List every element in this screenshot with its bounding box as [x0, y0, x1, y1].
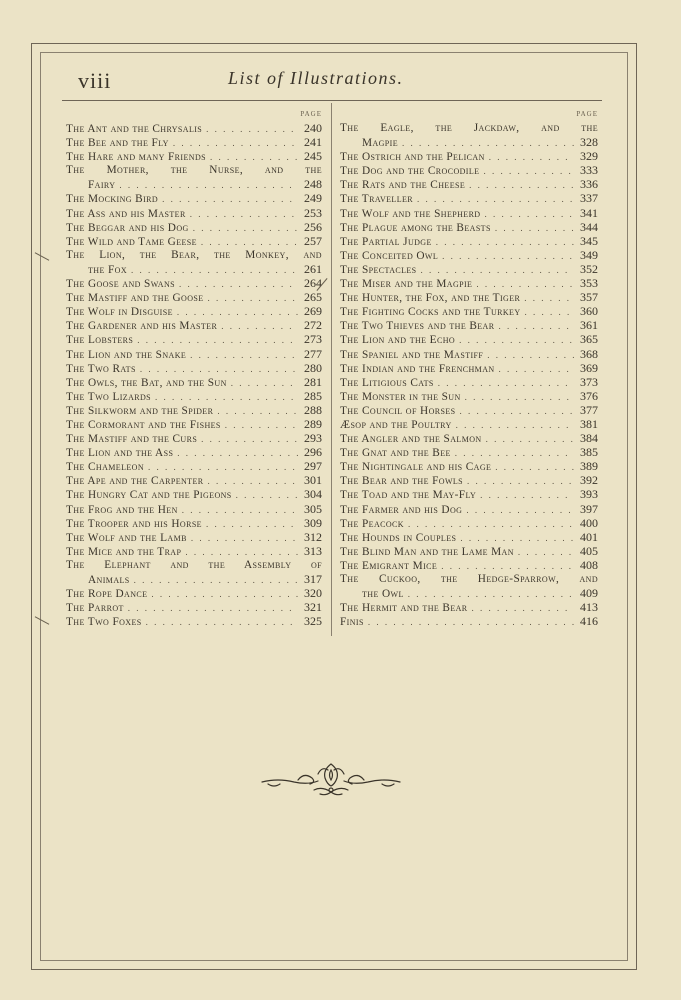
illustration-title: The Dog and the Crocodile — [340, 165, 480, 178]
page-reference: 281 — [304, 374, 322, 389]
dot-leader — [413, 192, 574, 206]
illustration-title: The Cuckoo, the Hedge-Sparrow, and — [340, 573, 598, 585]
dot-leader — [456, 531, 574, 545]
dot-leader — [468, 601, 574, 615]
dot-leader — [197, 235, 298, 249]
list-item — [66, 163, 322, 177]
page-reference: 317 — [304, 572, 322, 586]
list-item — [340, 304, 598, 318]
dot-leader — [451, 446, 574, 460]
illustration-title: The Lion and the Snake — [66, 348, 187, 361]
right-entry-list — [340, 121, 598, 628]
illustration-title: The Wild and Tame Geese — [66, 235, 197, 248]
list-item — [340, 459, 598, 473]
list-item — [66, 262, 322, 276]
illustration-title: Finis — [340, 616, 364, 629]
page-reference: 337 — [580, 191, 598, 206]
list-item — [66, 473, 322, 487]
illustration-title: The Ape and the Carpenter — [66, 475, 204, 488]
list-item — [66, 417, 322, 431]
illustration-title: The Elephant and the Assembly of — [66, 558, 322, 571]
page-reference: 344 — [580, 219, 598, 234]
page-reference: 377 — [580, 402, 598, 417]
dot-leader — [124, 601, 298, 615]
page-reference: 373 — [580, 374, 598, 389]
floral-ornament-icon — [258, 760, 404, 800]
illustration-title: The Mother, the Nurse, and the — [66, 164, 322, 177]
illustration-title: The Lion and the Ass — [66, 447, 174, 460]
list-item — [66, 502, 322, 516]
list-item — [66, 614, 322, 628]
illustration-title: The Partial Judge — [340, 235, 432, 248]
page-reference: 329 — [580, 149, 598, 164]
dot-leader — [142, 615, 298, 629]
illustration-title: The Hermit and the Bear — [340, 602, 468, 615]
page-reference: 369 — [580, 360, 598, 375]
dot-leader — [181, 545, 298, 559]
dot-leader — [187, 531, 298, 545]
list-item — [66, 459, 322, 473]
list-item — [340, 191, 598, 205]
dot-leader — [404, 587, 574, 601]
list-item — [340, 332, 598, 346]
list-item — [340, 473, 598, 487]
list-item — [66, 121, 322, 135]
dot-leader — [398, 136, 574, 150]
illustration-title: The Conceited Owl — [340, 249, 439, 262]
page-reference: 393 — [580, 487, 598, 502]
list-item — [340, 149, 598, 163]
illustration-title: The Lobsters — [66, 334, 134, 347]
page-reference: 397 — [580, 501, 598, 516]
column-divider — [331, 103, 332, 636]
dot-leader — [495, 362, 574, 376]
dot-leader — [213, 404, 298, 418]
page-column-heading: PAGE — [300, 110, 322, 118]
list-item — [340, 445, 598, 459]
page-reference: 360 — [580, 304, 598, 319]
list-item — [66, 304, 322, 318]
list-item — [340, 600, 598, 614]
illustration-title: The Council of Horses — [340, 404, 456, 417]
page-reference: 241 — [304, 135, 322, 150]
page-reference: 313 — [304, 543, 322, 558]
list-item — [340, 558, 598, 572]
illustration-title: The Rope Dance — [66, 588, 148, 601]
running-title: List of Illustrations. — [228, 68, 404, 88]
illustration-title: The Two Rats — [66, 362, 136, 375]
illustration-title: The Goose and Swans — [66, 278, 175, 291]
dot-leader — [465, 178, 574, 192]
list-item — [340, 530, 598, 544]
dot-leader — [186, 207, 298, 221]
illustration-title: The Monster in the Sun — [340, 390, 461, 403]
illustration-title: Magpie — [362, 137, 398, 150]
illustration-title: The Blind Man and the Lame Man — [340, 545, 514, 558]
illustration-title: The Mastiff and the Curs — [66, 433, 198, 446]
page-number: viii — [78, 68, 112, 93]
list-item — [66, 234, 322, 248]
page-reference: 392 — [580, 473, 598, 488]
dot-leader — [227, 376, 298, 390]
illustration-title: The Lion, the Bear, the Monkey, and — [66, 248, 322, 261]
list-item — [66, 206, 322, 220]
list-item — [66, 544, 322, 558]
illustration-title: Animals — [88, 574, 130, 586]
page-reference: 401 — [580, 529, 598, 544]
list-item — [340, 417, 598, 431]
page-reference: 352 — [580, 261, 598, 276]
illustration-title: The Two Thieves and the Bear — [340, 320, 495, 333]
list-item — [66, 220, 322, 234]
list-item — [340, 234, 598, 248]
dot-leader — [147, 587, 298, 601]
page-reference: 328 — [580, 135, 598, 150]
page-column-heading: PAGE — [576, 110, 598, 118]
illustration-title: Fairy — [88, 179, 116, 192]
dot-leader — [127, 263, 298, 277]
illustration-title: The Chameleon — [66, 461, 145, 474]
page-reference: 385 — [580, 445, 598, 460]
illustration-title: the Fox — [88, 263, 128, 276]
list-item — [66, 586, 322, 600]
illustration-title: The Wolf in Disguise — [66, 306, 173, 319]
illustration-title: The Eagle, the Jackdaw, and the — [340, 122, 598, 134]
dot-leader — [364, 615, 574, 629]
page-reference: 365 — [580, 332, 598, 347]
dot-leader — [189, 221, 298, 235]
dot-leader — [206, 150, 298, 164]
dot-leader — [144, 460, 298, 474]
list-item — [66, 332, 322, 346]
illustration-title: The Wolf and the Lamb — [66, 531, 187, 544]
dot-leader — [452, 418, 574, 432]
illustration-title: the Owl — [362, 588, 404, 601]
page-reference: 309 — [304, 515, 322, 530]
dot-leader — [479, 164, 574, 178]
dot-leader — [455, 333, 574, 347]
list-item — [340, 347, 598, 361]
page-reference: 253 — [304, 205, 322, 220]
illustration-title: The Rats and the Cheese — [340, 179, 466, 192]
illustration-title: The Indian and the Frenchman — [340, 362, 495, 375]
illustration-title: The Spaniel and the Mastiff — [340, 348, 484, 361]
page-reference: 256 — [304, 219, 322, 234]
page-reference: 264 — [304, 276, 322, 291]
dot-leader — [491, 221, 574, 235]
illustration-title: The Miser and the Magpie — [340, 278, 473, 291]
illustration-title: The Ant and the Chrysalis — [66, 123, 203, 135]
page-reference: 405 — [580, 543, 598, 558]
page-reference: 277 — [304, 346, 322, 361]
illustration-title: The Mastiff and the Goose — [66, 292, 204, 305]
page-reference: 293 — [304, 431, 322, 446]
illustration-title: The Gnat and the Bee — [340, 447, 451, 460]
dot-leader — [483, 348, 574, 362]
dot-leader — [202, 122, 298, 136]
page-reference: 368 — [580, 346, 598, 361]
list-item — [340, 375, 598, 389]
page-reference: 248 — [304, 177, 322, 192]
list-item — [66, 248, 322, 262]
list-item — [66, 135, 322, 149]
page-reference: 384 — [580, 431, 598, 446]
page-reference: 272 — [304, 318, 322, 333]
list-item — [340, 544, 598, 558]
list-item — [340, 121, 598, 135]
list-item — [66, 431, 322, 445]
illustration-title: The Cormorant and the Fishes — [66, 418, 221, 431]
dot-leader — [461, 390, 574, 404]
page-reference: 349 — [580, 247, 598, 262]
dot-leader — [130, 573, 298, 587]
page-reference: 376 — [580, 388, 598, 403]
illustration-title: The Mocking Bird — [66, 193, 159, 206]
illustration-title: The Litigious Cats — [340, 376, 434, 389]
illustration-title: The Hungry Cat and the Pigeons — [66, 489, 232, 502]
list-item — [66, 572, 322, 586]
list-item — [340, 206, 598, 220]
page-reference: 381 — [580, 416, 598, 431]
list-item — [340, 135, 598, 149]
list-item — [340, 389, 598, 403]
list-item — [66, 149, 322, 163]
list-item — [340, 220, 598, 234]
list-item — [66, 600, 322, 614]
page-reference: 301 — [304, 473, 322, 488]
dot-leader — [476, 488, 574, 502]
page-reference: 333 — [580, 163, 598, 178]
list-item — [340, 318, 598, 332]
right-column — [340, 110, 598, 628]
page-reference: 336 — [580, 177, 598, 192]
list-item — [340, 290, 598, 304]
left-entry-list — [66, 121, 322, 628]
page-reference: 413 — [580, 600, 598, 615]
illustration-title: The Silkworm and the Spider — [66, 404, 214, 417]
page-reference: 269 — [304, 304, 322, 319]
illustration-title: The Plague among the Beasts — [340, 221, 491, 234]
dot-leader — [434, 376, 574, 390]
dot-leader — [455, 404, 574, 418]
page-reference: 409 — [580, 586, 598, 601]
page-reference: 285 — [304, 388, 322, 403]
page-reference: 261 — [304, 261, 322, 276]
dot-leader — [462, 503, 574, 517]
list-item — [66, 558, 322, 572]
list-item — [66, 516, 322, 530]
list-item — [66, 445, 322, 459]
page-reference: 320 — [304, 586, 322, 601]
header-rule — [62, 100, 602, 101]
illustration-title: The Hounds in Couples — [340, 531, 457, 544]
list-item — [340, 361, 598, 375]
list-item — [66, 487, 322, 501]
list-item — [340, 248, 598, 262]
dot-leader — [178, 503, 298, 517]
list-item — [340, 614, 598, 628]
page-reference: 245 — [304, 149, 322, 164]
list-item — [66, 318, 322, 332]
illustration-title: The Hare and many Friends — [66, 151, 206, 164]
page-reference: 305 — [304, 501, 322, 516]
dot-leader — [133, 333, 298, 347]
list-item — [66, 276, 322, 290]
illustration-title: The Bear and the Fowls — [340, 475, 464, 488]
list-item — [340, 276, 598, 290]
dot-leader — [115, 178, 298, 192]
illustration-title: The Two Foxes — [66, 616, 142, 629]
page-reference: 240 — [304, 121, 322, 135]
illustration-title: The Ass and his Master — [66, 207, 186, 220]
dot-leader — [175, 277, 298, 291]
page-reference: 288 — [304, 402, 322, 417]
dot-leader — [232, 488, 298, 502]
list-item — [66, 177, 322, 191]
list-item — [340, 262, 598, 276]
page-reference: 304 — [304, 487, 322, 502]
illustration-title: Æsop and the Poultry — [340, 418, 452, 431]
dot-leader — [173, 446, 298, 460]
dot-leader — [197, 432, 298, 446]
dot-leader — [432, 235, 574, 249]
list-item — [66, 403, 322, 417]
list-item — [340, 431, 598, 445]
list-item — [66, 361, 322, 375]
dot-leader — [437, 559, 574, 573]
dot-leader — [173, 305, 298, 319]
dot-leader — [491, 460, 574, 474]
list-item — [66, 375, 322, 389]
illustration-title: The Two Lizards — [66, 390, 152, 403]
dot-leader — [520, 291, 574, 305]
dot-leader — [481, 207, 575, 221]
page-reference: 273 — [304, 332, 322, 347]
page-reference: 389 — [580, 459, 598, 474]
list-item — [66, 530, 322, 544]
page-reference: 400 — [580, 515, 598, 530]
dot-leader — [169, 136, 298, 150]
page-reference: 345 — [580, 233, 598, 248]
illustration-title: The Frog and the Hen — [66, 503, 178, 516]
page-reference: 257 — [304, 233, 322, 248]
illustration-title: The Gardener and his Master — [66, 320, 218, 333]
illustration-title: The Traveller — [340, 193, 414, 206]
page-reference: 280 — [304, 360, 322, 375]
dot-leader — [472, 277, 574, 291]
page-reference: 353 — [580, 276, 598, 291]
list-item — [66, 290, 322, 304]
dot-leader — [404, 517, 574, 531]
dot-leader — [417, 263, 574, 277]
illustration-title: The Spectacles — [340, 263, 417, 276]
list-item — [340, 403, 598, 417]
illustration-title: The Toad and the May-Fly — [340, 489, 477, 502]
page-reference: 325 — [304, 614, 322, 629]
list-item — [66, 347, 322, 361]
page-reference: 416 — [580, 614, 598, 629]
illustration-title: The Emigrant Mice — [340, 559, 438, 572]
list-item — [340, 586, 598, 600]
dot-leader — [438, 249, 574, 263]
page-reference: 296 — [304, 445, 322, 460]
illustration-title: The Bee and the Fly — [66, 137, 169, 150]
page-reference: 361 — [580, 318, 598, 333]
dot-leader — [136, 362, 298, 376]
illustration-title: The Mice and the Trap — [66, 545, 182, 558]
list-item — [66, 389, 322, 403]
illustration-title: The Hunter, the Fox, and the Tiger — [340, 292, 521, 305]
page-reference: 289 — [304, 416, 322, 431]
page-reference: 341 — [580, 205, 598, 220]
illustration-title: The Wolf and the Shepherd — [340, 207, 481, 220]
page-reference: 312 — [304, 529, 322, 544]
illustration-title: The Fighting Cocks and the Turkey — [340, 306, 521, 319]
dot-leader — [494, 319, 574, 333]
list-item — [340, 572, 598, 586]
illustration-title: The Trooper and his Horse — [66, 517, 202, 530]
page-reference: 357 — [580, 290, 598, 305]
dot-leader — [217, 319, 298, 333]
illustration-title: The Peacock — [340, 517, 404, 530]
page-reference: 249 — [304, 191, 322, 206]
dot-leader — [521, 305, 574, 319]
dot-leader — [463, 474, 574, 488]
page-reference: 297 — [304, 459, 322, 474]
left-column — [66, 110, 322, 628]
dot-leader — [221, 418, 298, 432]
list-item — [340, 177, 598, 191]
illustration-title: The Lion and the Echo — [340, 334, 456, 347]
dot-leader — [485, 150, 574, 164]
list-item — [340, 163, 598, 177]
list-item — [340, 487, 598, 501]
illustration-title: The Ostrich and the Pelican — [340, 151, 485, 164]
dot-leader — [204, 291, 298, 305]
illustration-title: The Owls, the Bat, and the Sun — [66, 376, 227, 389]
page-reference: 265 — [304, 290, 322, 305]
dot-leader — [204, 474, 299, 488]
illustration-title: The Beggar and his Dog — [66, 221, 189, 234]
dot-leader — [482, 432, 574, 446]
list-item — [66, 191, 322, 205]
page-reference: 408 — [580, 557, 598, 572]
illustration-title: The Nightingale and his Cage — [340, 461, 492, 474]
list-item — [340, 516, 598, 530]
dot-leader — [151, 390, 298, 404]
page-reference: 321 — [304, 600, 322, 615]
illustration-title: The Farmer and his Dog — [340, 503, 463, 516]
list-item — [340, 502, 598, 516]
illustration-title: The Angler and the Salmon — [340, 433, 482, 446]
illustration-title: The Parrot — [66, 602, 124, 615]
dot-leader — [158, 192, 298, 206]
dot-leader — [202, 517, 298, 531]
dot-leader — [186, 348, 298, 362]
dot-leader — [514, 545, 574, 559]
